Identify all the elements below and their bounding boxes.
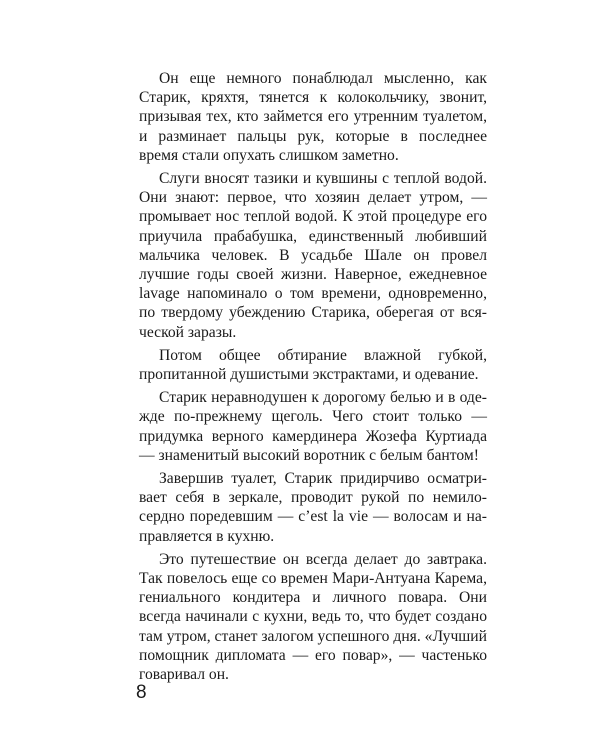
paragraph-5: Завершив туалет, Старик придирчиво осматривает себя в зеркале, проводит рукой по немилосердно поредевшим — c’est la vie — волосам и направляется в кухню. [139, 470, 487, 545]
paragraph-2: Слуги вносят тазики и кувшины с теплой водой. Они знают: первое, что хозяин делает утром, — промывает нос теплой водой. К этой процедуре его приучила прабабушка, единственный любивший мальчика человек. В усадьбе Шале он провел лучшие годы своей жизни. Наверное, ежедневное lavage напоминало о том времени, одновременно, по твердому убеждению Старика, оберегая от всяческой заразы. [139, 170, 487, 341]
body-text [139, 69, 487, 688]
paragraph-3: Потом общее обтирание влажной губкой, пропитанной душистыми экстрактами, и одевание. [139, 346, 487, 384]
paragraph-4: Старик неравнодушен к дорогому белью и в одежде по-прежнему щеголь. Чего стоит только — придумка верного камердинера Жозефа Куртиада — знаменитый высокий воротник с белым бантом! [139, 389, 487, 464]
page-number: 8 [136, 682, 147, 703]
paragraph-6: Это путешествие он всегда делает до завтрака. Так повелось еще со времен Мари-Антуана Карема, гениального кондитера и личного повара. Они всегда начинали с кухни, ведь то, что будет создано там утром, станет залогом успешного дня. «Лучший помощник дипломата — его повар», — частенько говаривал он. [139, 550, 487, 684]
paragraph-1: Он еще немного понаблюдал мысленно, как Старик, кряхтя, тянется к колокольчику, звонит, призывая тех, кто займется его утренним туалетом, и разминает пальцы рук, которые в последнее время стали опухать слишком заметно. [139, 70, 487, 164]
